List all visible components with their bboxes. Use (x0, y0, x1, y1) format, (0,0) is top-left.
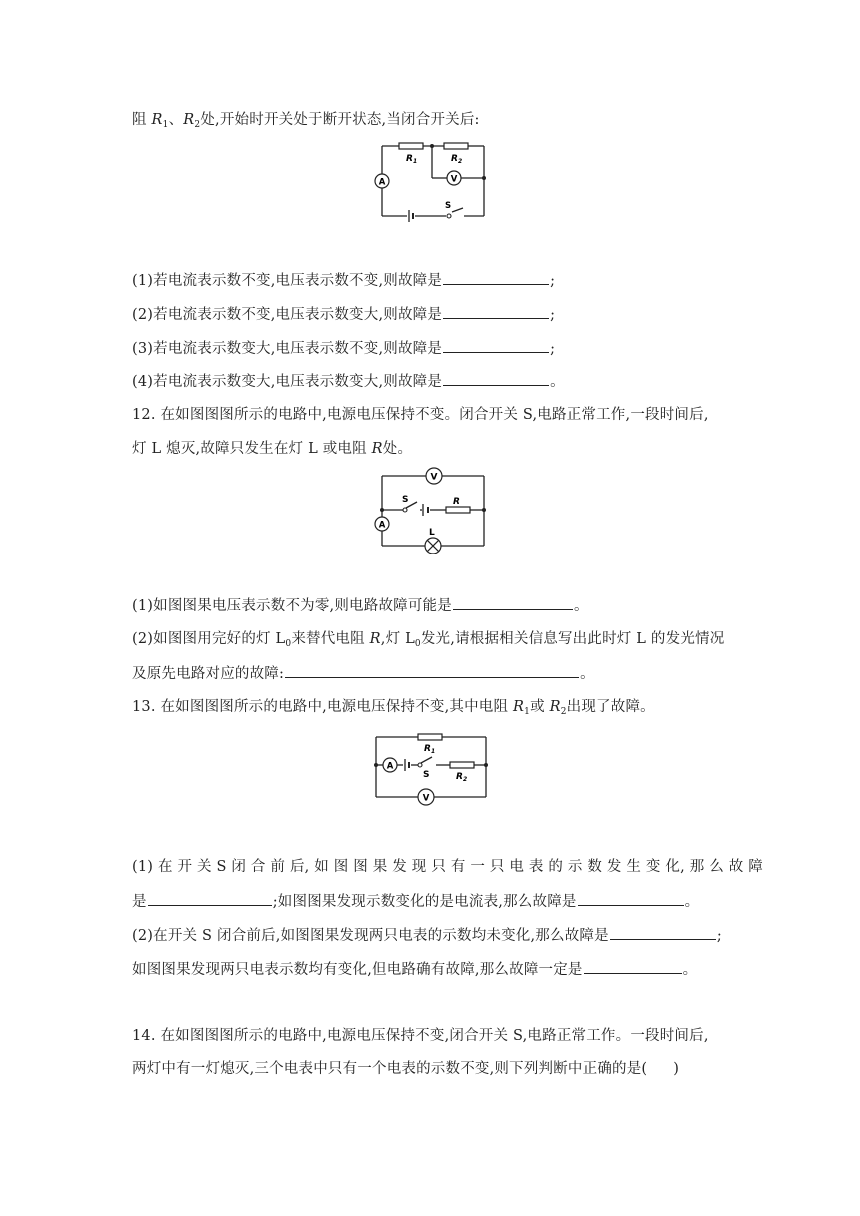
switch-contact (403, 508, 407, 512)
q12-stem-line1: 12. 在如图图图所示的电路中,电源电压保持不变。闭合开关 S,电路正常工作,一段时间后, (132, 407, 709, 423)
answer-blank[interactable] (578, 891, 684, 906)
r2-label: $R_2$ (451, 154, 463, 165)
switch-contact (447, 214, 451, 218)
circuit-figure-3 (366, 727, 496, 809)
answer-blank[interactable] (453, 595, 573, 610)
r1-label: $R_1$ (406, 154, 418, 165)
answer-paren-space[interactable] (648, 1059, 672, 1073)
r2-label: $R_2$ (456, 772, 468, 783)
switch-label: S (402, 495, 409, 505)
q13-sub2-line2: 如图图果发现两只电表示数均有变化,但电路确有故障,那么故障一定是 。 (132, 959, 697, 980)
answer-blank[interactable] (285, 663, 579, 678)
resistor-label: R (453, 497, 460, 507)
lamp-symbol (425, 538, 441, 554)
answer-blank[interactable] (610, 925, 716, 940)
q13-sub1-line1: (1) 在 开 关 S 闭 合 前 后, 如 图 图 果 发 现 只 有 一 只 电 表 的 示 数 发 生 变 化, 那 么 故 障 (132, 859, 763, 875)
answer-blank[interactable] (443, 371, 549, 386)
resistor-r2 (444, 143, 468, 149)
voltmeter-label: V (450, 174, 458, 185)
switch-label: S (445, 201, 452, 211)
ammeter-label: A (378, 177, 386, 188)
resistor-r1 (418, 734, 442, 740)
answer-blank[interactable] (443, 338, 549, 353)
answer-blank[interactable] (584, 959, 682, 974)
q11-sub2: (2)若电流表示数不变,电压表示数变大,则故障是 ; (132, 304, 555, 325)
q13-sub1-line2: 是 ;如图图果发现示数变化的是电流表,那么故障是 。 (132, 891, 699, 912)
answer-blank[interactable] (443, 270, 549, 285)
q11-sub4: (4)若电流表示数变大,电压表示数变大,则故障是 。 (132, 371, 565, 392)
q12-sub2-line1: (2)如图图用完好的灯 $L_0$来替代电阻 R,灯 $L_0$发光,请根据相关信息写出此时灯 L 的发光情况 (132, 631, 725, 649)
q12-sub2-line2: 及原先电路对应的故障: 。 (132, 663, 595, 684)
q14-stem-line1: 14. 在如图图图所示的电路中,电源电压保持不变,闭合开关 S,电路正常工作。一段时间后, (132, 1028, 709, 1044)
resistor-r1 (399, 143, 423, 149)
circuit-figure-1 (370, 138, 494, 222)
q13-sub2-line1: (2)在开关 S 闭合前后,如图图果发现两只电表的示数均未变化,那么故障是 ; (132, 925, 722, 946)
ammeter-label: A (378, 520, 386, 531)
ammeter-label: A (386, 761, 394, 772)
switch-contact (418, 763, 422, 767)
circuit-figure-2 (370, 464, 494, 554)
resistor-r2 (450, 762, 474, 768)
intro-line: 阻 $R_1$、$R_2$处,开始时开关处于断开状态,当闭合开关后: (132, 112, 480, 130)
r1-label: $R_1$ (424, 744, 436, 755)
lamp-label: L (429, 528, 435, 538)
answer-blank[interactable] (148, 891, 272, 906)
q13-stem: 13. 在如图图图所示的电路中,电源电压保持不变,其中电阻 $R_1$或 $R_2$出现了故障。 (132, 699, 655, 717)
answer-blank[interactable] (443, 304, 549, 319)
voltmeter-label: V (422, 793, 430, 804)
resistor-r (446, 507, 470, 513)
q14-stem-line2: 两灯中有一灯熄灭,三个电表中只有一个电表的示数不变,则下列判断中正确的是( ) (132, 1061, 680, 1077)
switch-label: S (423, 770, 430, 780)
q12-sub1: (1)如图图果电压表示数不为零,则电路故障可能是 。 (132, 595, 589, 616)
voltmeter-label: V (430, 472, 438, 483)
q12-stem-line2: 灯 L 熄灭,故障只发生在灯 L 或电阻 R处。 (132, 441, 413, 457)
q11-sub1: (1)若电流表示数不变,电压表示数不变,则故障是 ; (132, 270, 555, 291)
q11-sub3: (3)若电流表示数变大,电压表示数不变,则故障是 ; (132, 338, 555, 359)
